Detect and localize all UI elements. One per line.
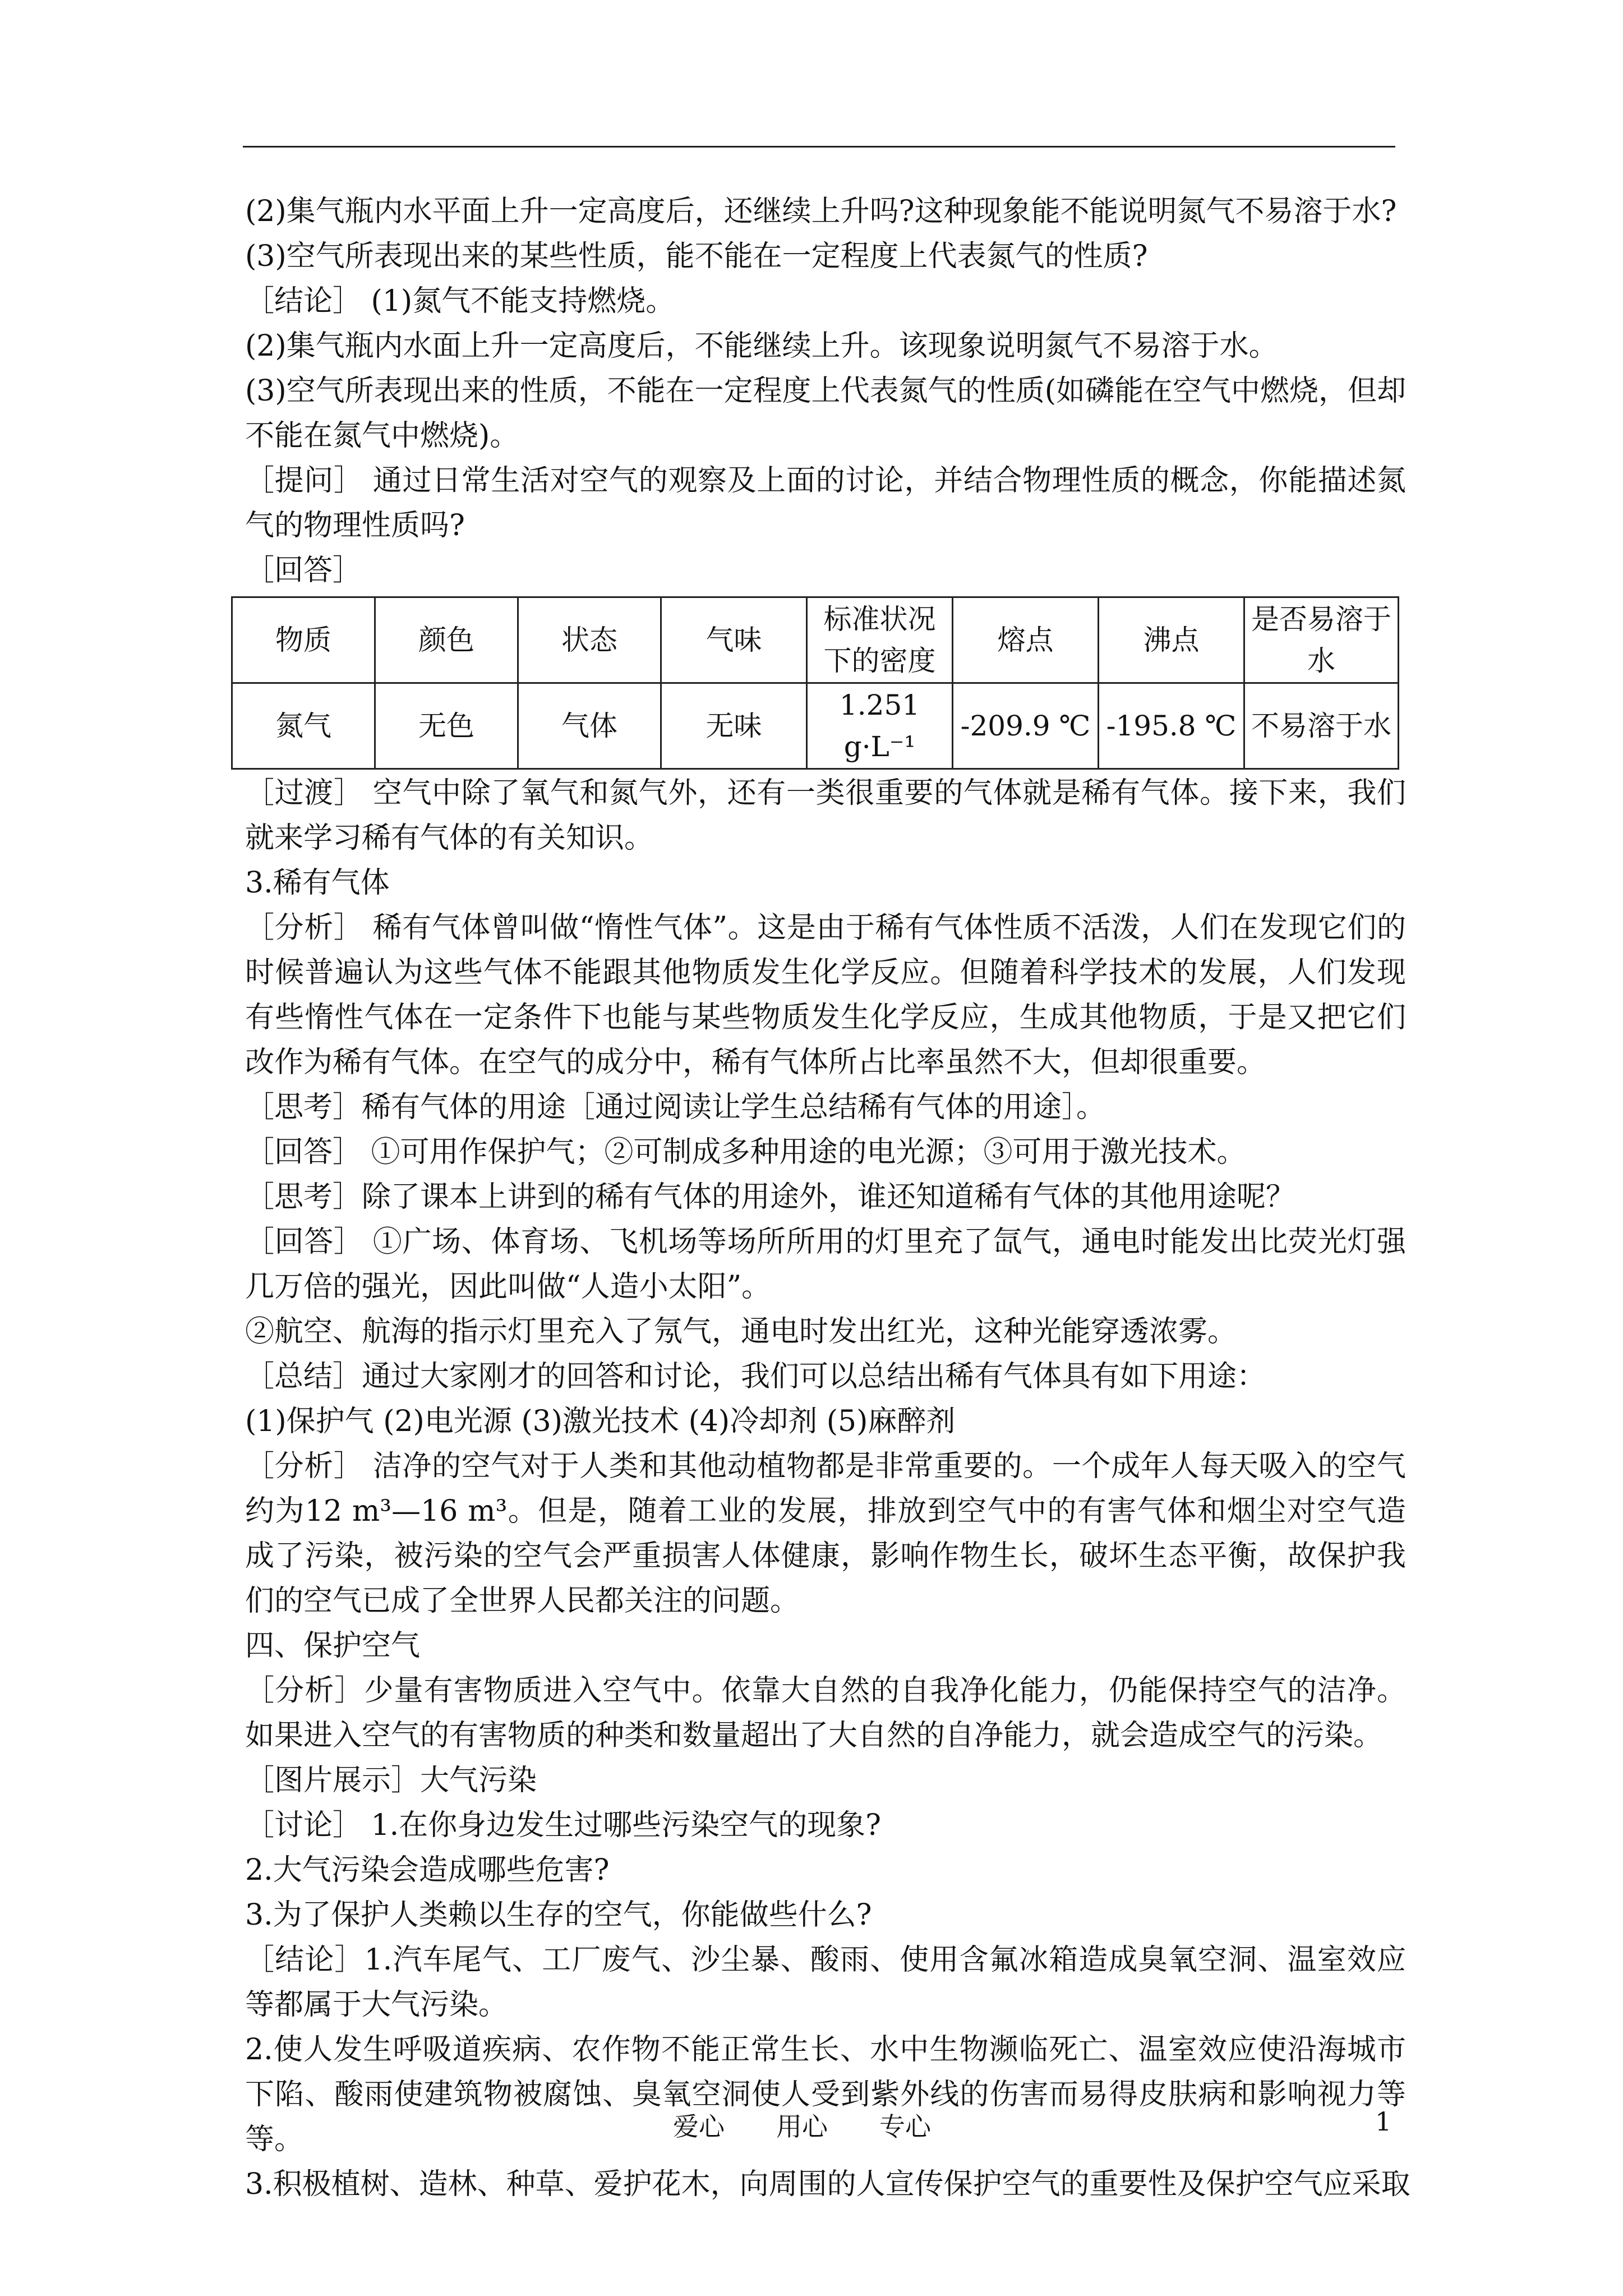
table-cell: 氮气 (232, 683, 375, 769)
paragraph: ［思考］除了课本上讲到的稀有气体的用途外，谁还知道稀有气体的其他用途呢？ (245, 1180, 1295, 1214)
table-header-cell: 颜色 (375, 597, 518, 683)
paragraph: (3)空气所表现出来的某些性质，能不能在一定程度上代表氮气的性质? (245, 240, 1148, 273)
table-header-cell: 标准状况下的密度 (807, 597, 953, 683)
section-heading: 四、保护空气 (245, 1629, 421, 1663)
section-heading: 3.稀有气体 (245, 866, 390, 900)
header-rule (243, 146, 1395, 148)
table-cell: 1.251 g·L⁻¹ (807, 683, 953, 769)
table-row (232, 683, 1399, 769)
paragraph: 3.积极植树、造林、种草、爱护花木，向周围的人宣传保护空气的重要性及保护空气应采取 (245, 2168, 1410, 2201)
paragraph: 2.使人发生呼吸道疾病、农作物不能正常生长、水中生物濒临死亡、温室效应使沿海城市下陷、酸雨使建筑物被腐蚀、臭氧空洞使人受到紫外线的伤害而易得皮肤病和影响视力等等。 (245, 2033, 1406, 2156)
paragraph: 3.为了保护人类赖以生存的空气，你能做些什么? (245, 1898, 872, 1932)
table-cell: 无色 (375, 683, 518, 769)
table-header-cell: 气味 (661, 597, 807, 683)
paragraph: ［过渡］ 空气中除了氧气和氮气外，还有一类很重要的气体就是稀有气体。接下来，我们就来学习稀有气体的有关知识。 (245, 776, 1406, 855)
paragraph: ［分析］ 洁净的空气对于人类和其他动植物都是非常重要的。一个成年人每天吸入的空气约为12 m³—16 m³。但是，随着工业的发展，排放到空气中的有害气体和烟尘对空气造成了污染，被污染的空气会严重损害人体健康，影响作物生长，破坏生态平衡，故保护我们的空气已成了全世界人民都关注的问题。 (245, 1450, 1406, 1618)
document-body (245, 189, 1410, 2207)
table-cell: 气体 (518, 683, 661, 769)
footer-motto: 爱心 用心 专心 (673, 2111, 931, 2142)
table-cell: -209.9 ℃ (953, 683, 1099, 769)
nitrogen-properties-table (231, 596, 1399, 770)
paragraph: 2.大气污染会造成哪些危害? (245, 1853, 610, 1887)
paragraph: ②航空、航海的指示灯里充入了氖气，通电时发出红光，这种光能穿透浓雾。 (245, 1315, 1237, 1349)
paragraph: ［思考］稀有气体的用途［通过阅读让学生总结稀有气体的用途］。 (245, 1091, 1106, 1124)
paragraph: ［结论］ (1)氮气不能支持燃烧。 (245, 284, 675, 318)
paragraph: (2)集气瓶内水平面上升一定高度后，还继续上升吗?这种现象能不能说明氮气不易溶于水? (245, 195, 1397, 228)
table-header-cell: 是否易溶于水 (1244, 597, 1399, 683)
paragraph: (1)保护气 (2)电光源 (3)激光技术 (4)冷却剂 (5)麻醉剂 (245, 1405, 956, 1438)
table-cell: 无味 (661, 683, 807, 769)
paragraph: ［讨论］ 1.在你身边发生过哪些污染空气的现象? (245, 1809, 882, 1842)
paragraph: ［回答］ ①广场、体育场、飞机场等场所所用的灯里充了氙气，通电时能发出比荧光灯强几万倍的强光，因此叫做“人造小太阳”。 (245, 1225, 1406, 1304)
page-number: 1 (1375, 2106, 1392, 2137)
table-cell: -195.8 ℃ (1099, 683, 1244, 769)
paragraph: ［回答］ ①可用作保护气；②可制成多种用途的电光源；③可用于激光技术。 (245, 1135, 1246, 1169)
paragraph: ［结论］1.汽车尾气、工厂废气、沙尘暴、酸雨、使用含氟冰箱造成臭氧空洞、温室效应等都属于大气污染。 (245, 1943, 1406, 2022)
paragraph: ［提问］ 通过日常生活对空气的观察及上面的讨论，并结合物理性质的概念，你能描述氮气的物理性质吗? (245, 464, 1406, 542)
paragraph: ［分析］少量有害物质进入空气中。依靠大自然的自我净化能力，仍能保持空气的洁净。如果进入空气的有害物质的种类和数量超出了大自然的自净能力，就会造成空气的污染。 (245, 1674, 1406, 1752)
table-header-cell: 沸点 (1099, 597, 1244, 683)
table-header-row (232, 597, 1399, 683)
paragraph: ［分析］ 稀有气体曾叫做“惰性气体”。这是由于稀有气体性质不活泼，人们在发现它们的时候普遍认为这些气体不能跟其他物质发生化学反应。但随着科学技术的发展，人们发现有些惰性气体在一定条件下也能与某些物质发生化学反应，生成其他物质，于是又把它们改作为稀有气体。在空气的成分中，稀有气体所占比率虽然不大，但却很重要。 (245, 911, 1406, 1079)
paragraph: ［总结］通过大家刚才的回答和讨论，我们可以总结出稀有气体具有如下用途： (245, 1360, 1266, 1393)
paragraph: (2)集气瓶内水面上升一定高度后，不能继续上升。该现象说明氮气不易溶于水。 (245, 329, 1278, 363)
table-cell: 不易溶于水 (1244, 683, 1399, 769)
paragraph: (3)空气所表现出来的性质，不能在一定程度上代表氮气的性质(如磷能在空气中燃烧，但却不能在氮气中燃烧)。 (245, 374, 1406, 453)
table-header-cell: 物质 (232, 597, 375, 683)
paragraph: ［回答］ (245, 554, 362, 587)
table-header-cell: 熔点 (953, 597, 1099, 683)
table-header-cell: 状态 (518, 597, 661, 683)
paragraph: ［图片展示］大气污染 (245, 1764, 537, 1797)
